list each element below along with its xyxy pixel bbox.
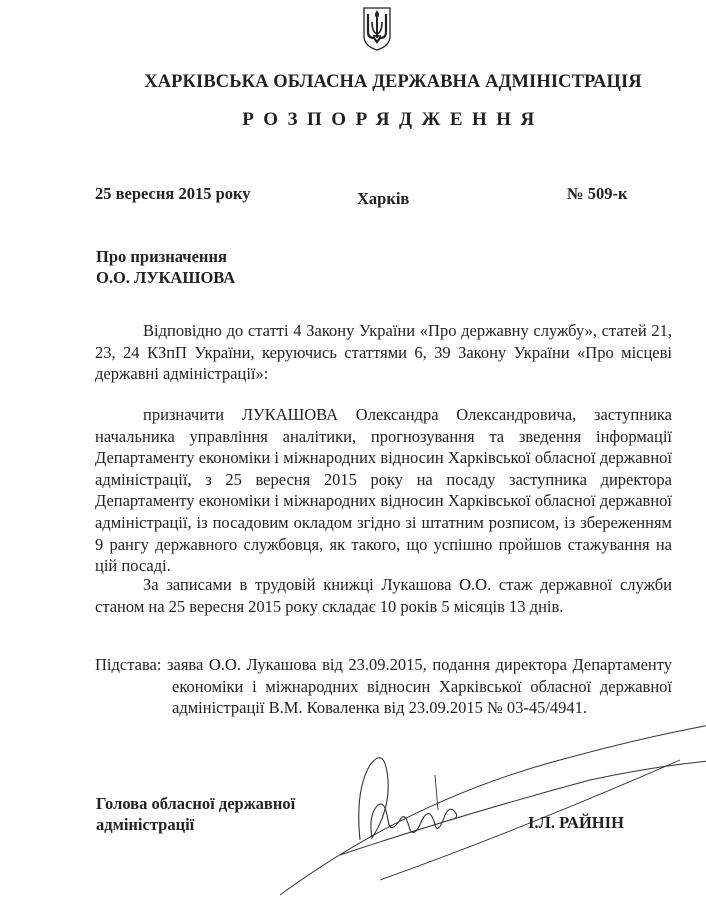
subject-line-1: Про призначення <box>96 247 227 266</box>
document-number: № 509-к <box>567 184 628 203</box>
body-paragraph-1 <box>95 320 672 385</box>
paragraph-text: Відповідно до статті 4 Закону України «Про державну службу», статей 21, 23, 24 КЗпП України, керуючись статтями 6, 39 Закону України «Про місцеві державні адміністрації»: <box>95 321 672 384</box>
document-subject <box>96 246 235 288</box>
paragraph-text: За записами в трудовій книжці Лукашова О.О. стаж державної служби станом на 25 вересня 2015 року складає 10 років 5 місяців 13 днів. <box>95 575 672 616</box>
organization-title: ХАРКІВСЬКА ОБЛАСНА ДЕРЖАВНА АДМІНІСТРАЦІЯ <box>144 72 642 92</box>
basis-label: Підстава: <box>95 655 162 674</box>
basis-text: заява О.О. Лукашова від 23.09.2015, подання директора Департаменту економіки і міжнародних відносин Харківської обласної державної адміністрації В.М. Коваленка від 23.09.2015 № 03-45/4941. <box>167 655 672 718</box>
body-paragraph-2 <box>95 404 672 577</box>
ukraine-trident-emblem-icon <box>362 6 392 52</box>
position-line-1: Голова обласної державної <box>96 794 296 813</box>
signatory-name: І.Л. РАЙНІН <box>528 813 624 832</box>
body-paragraph-3 <box>95 574 672 617</box>
document-date: 25 вересня 2015 року <box>95 184 251 203</box>
document-type: РОЗПОРЯДЖЕННЯ <box>242 109 544 130</box>
paragraph-text: призначити ЛУКАШОВА Олександра Олександровича, заступника начальника управління аналітики, прогнозування та зведення інформації Департаменту економіки і міжнародних відносин Харківської обласної державної адміністрації, з 25 вересня 2015 року на посаду заступника директора Департаменту економіки і міжнародних відносин Харківської обласної державної адміністрації, із посадовим окладом згідно зі штатним розписом, із збереженням 9 рангу державного службовця, як такого, що успішно пройшов стажування на цій посаді. <box>95 405 672 576</box>
document-city: Харків <box>357 189 410 208</box>
basis-section <box>95 654 672 719</box>
position-line-2: адміністрації <box>96 815 195 834</box>
subject-line-2: О.О. ЛУКАШОВА <box>96 268 236 287</box>
handwritten-signature <box>260 720 706 900</box>
